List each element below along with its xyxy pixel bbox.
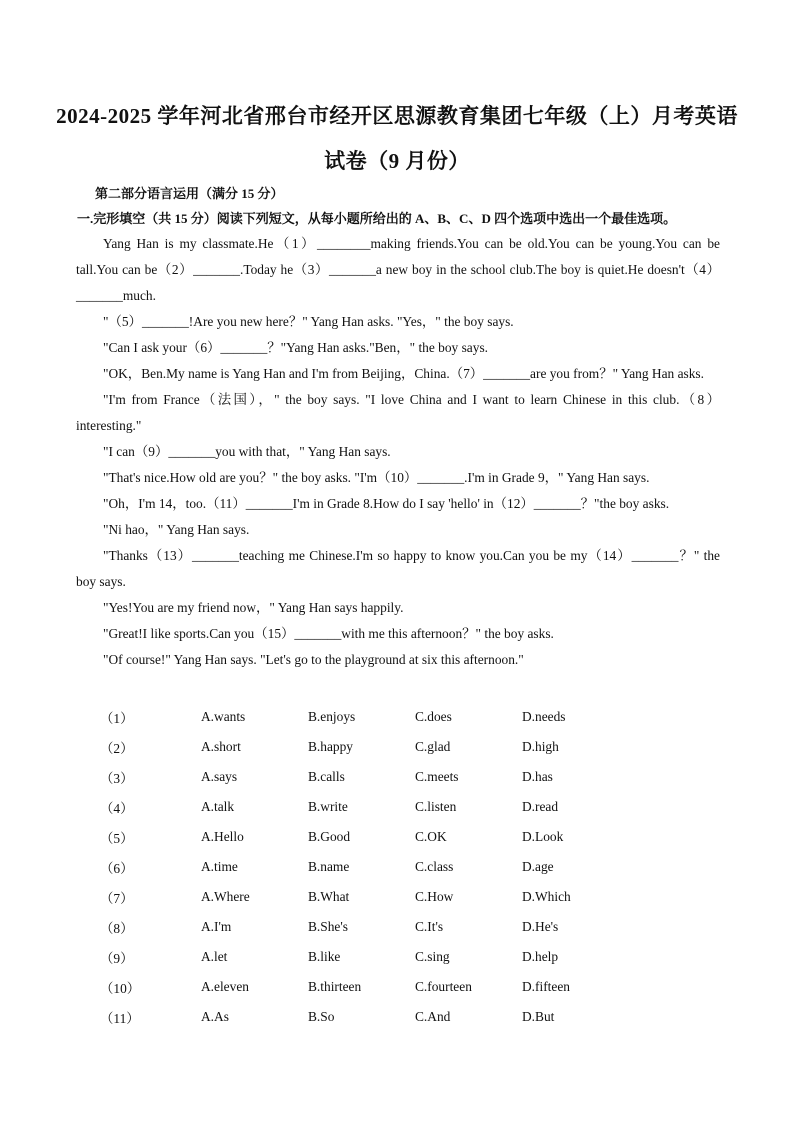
option-d: D.But — [522, 1009, 555, 1024]
passage-paragraph: "Great!I like sports.Can you（15）_______with me this afternoon？" the boy asks. — [103, 626, 554, 641]
option-a: A.Hello — [201, 829, 244, 844]
option-a: A.short — [201, 739, 241, 754]
question-number: （8） — [100, 920, 134, 936]
option-b: B.calls — [308, 769, 345, 784]
option-d: D.has — [522, 769, 553, 784]
question-number: （3） — [100, 770, 134, 786]
option-row — [100, 912, 622, 942]
option-b: B.thirteen — [308, 979, 362, 994]
passage-paragraph: "Oh，I'm 14，too.（11）_______I'm in Grade 8.How do I say 'hello' in（12）_______？"the boy asks. — [103, 496, 670, 511]
option-row — [100, 792, 622, 822]
passage-paragraph: "Ni hao，" Yang Han says. — [103, 522, 250, 537]
option-c: C.OK — [415, 829, 447, 844]
passage-paragraph: "I can（9）_______you with that，" Yang Han says. — [103, 444, 391, 459]
option-c: C.glad — [415, 739, 451, 754]
cloze-passage — [76, 231, 720, 673]
option-a: A.eleven — [201, 979, 249, 994]
passage-paragraph: "Of course!" Yang Han says. "Let's go to the playground at six this afternoon." — [103, 652, 524, 667]
passage-paragraph: Yang Han is my classmate.He（1）________making friends.You can be old.You can be young.You can be tall.You can be（2）_______.Today he（3）_______a new boy in the school club.The boy is quiet.He doesn't（4）_______much. — [76, 236, 720, 303]
answer-options-table — [100, 702, 622, 1032]
question-number: （2） — [100, 740, 134, 756]
passage-paragraph: "Yes!You are my friend now，" Yang Han says happily. — [103, 600, 404, 615]
option-a: A.time — [201, 859, 238, 874]
question-number: （5） — [100, 830, 134, 846]
option-c: C.fourteen — [415, 979, 472, 994]
option-d: D.read — [522, 799, 559, 814]
option-b: B.Good — [308, 829, 351, 844]
question-number: （10） — [100, 980, 141, 996]
option-c: C.It's — [415, 919, 444, 934]
option-d: D.He's — [522, 919, 559, 934]
option-a: A.wants — [201, 709, 246, 724]
option-row — [100, 852, 622, 882]
option-row — [100, 822, 622, 852]
exam-title-line-2: 试卷（9 月份） — [324, 149, 470, 173]
option-c: C.sing — [415, 949, 450, 964]
option-b: B.write — [308, 799, 348, 814]
question-number: （7） — [100, 890, 134, 906]
passage-paragraph: "That's nice.How old are you？" the boy asks. "I'm（10）_______.I'm in Grade 9，" Yang Han says. — [103, 470, 650, 485]
cloze-instruction: 一.完形填空（共 15 分）阅读下列短文，从每小题所给出的 A、B、C、D 四个选项中选出一个最佳选项。 — [77, 211, 677, 226]
question-number: （1） — [100, 710, 134, 726]
option-c: C.meets — [415, 769, 459, 784]
exam-title-line-1: 2024-2025 学年河北省邢台市经开区思源教育集团七年级（上）月考英语 — [56, 104, 738, 128]
option-b: B.So — [308, 1009, 335, 1024]
option-c: C.How — [415, 889, 454, 904]
option-a: A.Where — [201, 889, 250, 904]
option-b: B.name — [308, 859, 350, 874]
option-d: D.Look — [522, 829, 564, 844]
option-d: D.fifteen — [522, 979, 570, 994]
option-a: A.I'm — [201, 919, 232, 934]
passage-paragraph: "Can I ask your（6）_______？"Yang Han asks."Ben，" the boy says. — [103, 340, 488, 355]
option-c: C.does — [415, 709, 452, 724]
option-row — [100, 1002, 622, 1032]
passage-paragraph: "Thanks（13）_______teaching me Chinese.I'm so happy to know you.Can you be my（14）_______？" the boy says. — [76, 548, 720, 589]
option-b: B.She's — [308, 919, 348, 934]
option-a: A.talk — [201, 799, 235, 814]
option-a: A.let — [201, 949, 228, 964]
option-row — [100, 732, 622, 762]
option-b: B.happy — [308, 739, 354, 754]
question-number: （11） — [100, 1010, 140, 1026]
option-row — [100, 972, 622, 1002]
passage-paragraph: "I'm from France（法国），" the boy says. "I love China and I want to learn Chinese in this club.（8）interesting." — [76, 392, 720, 433]
option-b: B.enjoys — [308, 709, 356, 724]
option-b: B.like — [308, 949, 341, 964]
option-row — [100, 762, 622, 792]
option-d: D.needs — [522, 709, 566, 724]
option-d: D.age — [522, 859, 554, 874]
passage-paragraph: "OK，Ben.My name is Yang Han and I'm from Beijing，China.（7）_______are you from？" Yang Han asks. — [103, 366, 704, 381]
option-c: C.And — [415, 1009, 451, 1024]
option-d: D.high — [522, 739, 559, 754]
option-d: D.help — [522, 949, 559, 964]
question-number: （9） — [100, 950, 134, 966]
passage-paragraph: "（5）_______!Are you new here？" Yang Han asks. "Yes，" the boy says. — [103, 314, 514, 329]
question-number: （4） — [100, 800, 134, 816]
option-c: C.listen — [415, 799, 457, 814]
option-a: A.As — [201, 1009, 229, 1024]
option-row — [100, 702, 622, 732]
option-row — [100, 942, 622, 972]
option-a: A.says — [201, 769, 238, 784]
question-number: （6） — [100, 860, 134, 876]
section-heading: 第二部分语言运用（满分 15 分） — [95, 186, 284, 201]
option-b: B.What — [308, 889, 350, 904]
option-row — [100, 882, 622, 912]
option-d: D.Which — [522, 889, 571, 904]
option-c: C.class — [415, 859, 454, 874]
